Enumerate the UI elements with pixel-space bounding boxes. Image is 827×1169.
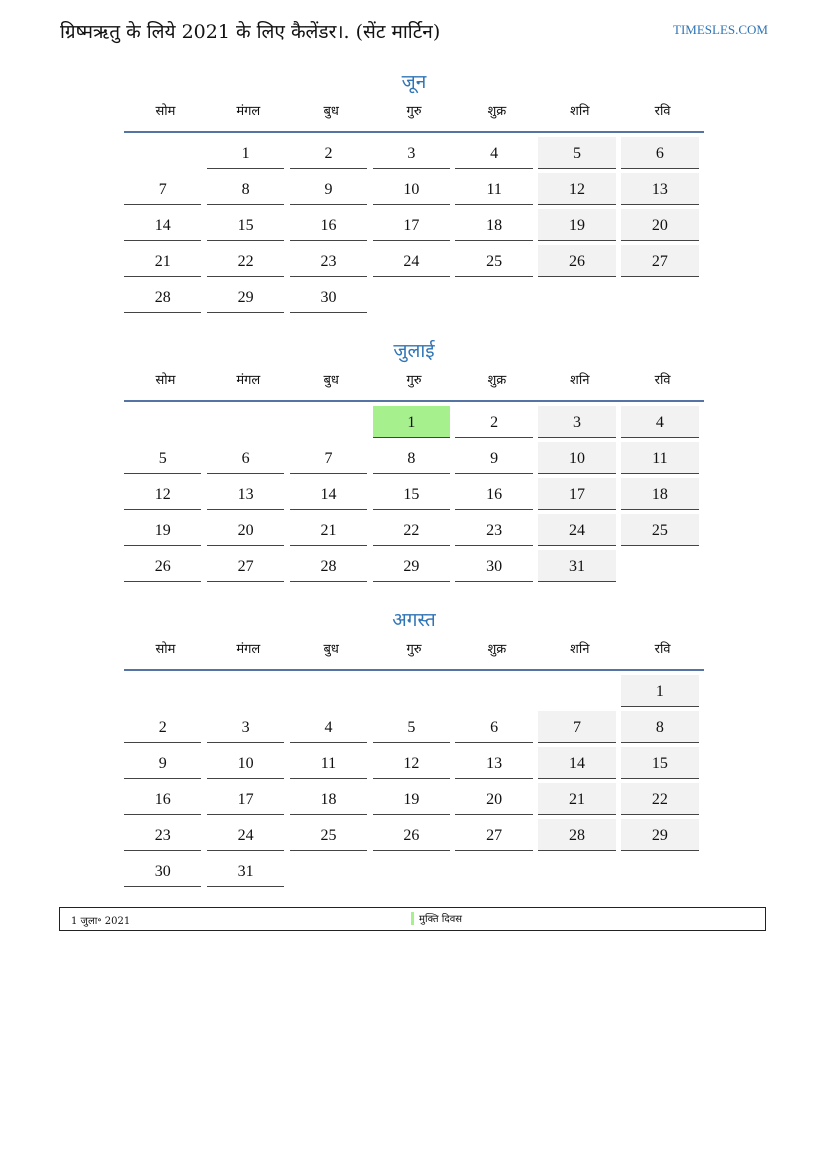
- day-cell: 25: [290, 819, 367, 851]
- week-row: [124, 281, 704, 317]
- day-cell: 7: [290, 442, 367, 474]
- weekday-label: शनि: [570, 642, 590, 657]
- day-cell: 6: [455, 711, 532, 743]
- day-cell: 23: [124, 819, 201, 851]
- day-cell: 16: [124, 783, 201, 815]
- weekday-label: शनि: [570, 373, 590, 388]
- day-cell: 28: [124, 281, 201, 313]
- weekday-label: मंगल: [236, 373, 261, 388]
- day-cell: 28: [290, 550, 367, 582]
- day-cell: 6: [621, 137, 698, 169]
- site-link[interactable]: TIMESLES.COM: [673, 22, 768, 37]
- month-title: अगस्त: [392, 609, 436, 631]
- day-cell: 24: [538, 514, 615, 546]
- week-row: [124, 137, 704, 173]
- day-cell: 5: [538, 137, 615, 169]
- day-cell: 20: [207, 514, 284, 546]
- day-cell: 9: [290, 173, 367, 205]
- week-row: [124, 478, 704, 514]
- day-cell: 11: [621, 442, 698, 474]
- weekday-label: रवि: [654, 373, 671, 388]
- day-cell: 31: [207, 855, 284, 887]
- legend-swatch: [411, 912, 414, 925]
- month-title: जुलाई: [393, 340, 435, 362]
- day-cell: 7: [538, 711, 615, 743]
- week-row: [124, 442, 704, 478]
- week-row: [124, 711, 704, 747]
- day-cell: 13: [621, 173, 698, 205]
- day-cell: 3: [207, 711, 284, 743]
- day-cell: 1: [207, 137, 284, 169]
- day-cell: 12: [124, 478, 201, 510]
- day-cell: 27: [207, 550, 284, 582]
- day-cell: 29: [621, 819, 698, 851]
- day-cell: 1: [621, 675, 698, 707]
- day-cell: 25: [455, 245, 532, 277]
- day-cell: 26: [538, 245, 615, 277]
- day-cell: 6: [207, 442, 284, 474]
- day-cell: 5: [373, 711, 450, 743]
- day-cell: 16: [290, 209, 367, 241]
- day-cell: 15: [621, 747, 698, 779]
- day-cell: 29: [207, 281, 284, 313]
- week-row: [124, 675, 704, 711]
- day-cell: 23: [455, 514, 532, 546]
- holiday-legend: [59, 907, 766, 931]
- weekday-label: सोम: [155, 104, 176, 119]
- day-cell: 9: [455, 442, 532, 474]
- empty-cell: [124, 137, 201, 169]
- month-july: [124, 337, 704, 586]
- weekday-label: गुरु: [406, 373, 422, 388]
- month-title: जून: [401, 71, 427, 93]
- day-cell: 29: [373, 550, 450, 582]
- day-cell: 10: [373, 173, 450, 205]
- weeks: [124, 406, 704, 586]
- day-cell: 18: [290, 783, 367, 815]
- day-cell: 4: [455, 137, 532, 169]
- weekday-label: बुध: [323, 373, 339, 388]
- day-cell: 15: [207, 209, 284, 241]
- empty-cell: [207, 406, 284, 438]
- day-cell: 4: [621, 406, 698, 438]
- day-cell: 11: [290, 747, 367, 779]
- day-cell: 25: [621, 514, 698, 546]
- day-cell: 5: [124, 442, 201, 474]
- day-cell: 23: [290, 245, 367, 277]
- weekday-label: रवि: [654, 642, 671, 657]
- empty-cell: [373, 855, 450, 887]
- day-cell: 21: [290, 514, 367, 546]
- page-title: ग्रिष्मऋतु के लिये 2021 के लिए कैलेंडर।. (सेंट मार्टिन): [60, 21, 441, 43]
- day-cell: 8: [373, 442, 450, 474]
- empty-cell: [124, 406, 201, 438]
- weekday-label: बुध: [323, 104, 339, 119]
- legend-label: मुक्ति दिवस: [419, 914, 463, 925]
- weekday-label: सोम: [155, 373, 176, 388]
- weekday-label: गुरु: [406, 104, 422, 119]
- day-cell: 17: [373, 209, 450, 241]
- weekday-header: [124, 639, 704, 671]
- weekday-label: शुक्र: [487, 104, 507, 119]
- week-row: [124, 819, 704, 855]
- day-cell: 12: [538, 173, 615, 205]
- weekday-label: सोम: [155, 642, 176, 657]
- day-cell: 14: [538, 747, 615, 779]
- empty-cell: [455, 281, 532, 313]
- day-cell: 15: [373, 478, 450, 510]
- day-cell: 28: [538, 819, 615, 851]
- week-row: [124, 783, 704, 819]
- day-cell: 3: [538, 406, 615, 438]
- week-row: [124, 245, 704, 281]
- empty-cell: [538, 675, 615, 707]
- day-cell: 14: [290, 478, 367, 510]
- day-cell: 27: [621, 245, 698, 277]
- day-cell: 19: [124, 514, 201, 546]
- weekday-label: बुध: [323, 642, 339, 657]
- empty-cell: [455, 675, 532, 707]
- empty-cell: [621, 281, 698, 313]
- day-cell: 31: [538, 550, 615, 582]
- day-cell: 2: [124, 711, 201, 743]
- month-june: [124, 68, 704, 317]
- weekday-label: मंगल: [236, 104, 261, 119]
- week-row: [124, 747, 704, 783]
- empty-cell: [455, 855, 532, 887]
- empty-cell: [124, 675, 201, 707]
- weekday-header: [124, 370, 704, 402]
- day-cell: 2: [455, 406, 532, 438]
- day-cell: 21: [538, 783, 615, 815]
- day-cell: 2: [290, 137, 367, 169]
- week-row: [124, 209, 704, 245]
- day-cell: 10: [538, 442, 615, 474]
- day-cell: 22: [373, 514, 450, 546]
- day-cell: 4: [290, 711, 367, 743]
- day-cell: 13: [207, 478, 284, 510]
- empty-cell: [207, 675, 284, 707]
- day-cell: 8: [621, 711, 698, 743]
- weeks: [124, 137, 704, 317]
- day-cell: 24: [373, 245, 450, 277]
- day-cell: 27: [455, 819, 532, 851]
- weekday-header: [124, 101, 704, 133]
- day-cell: 11: [455, 173, 532, 205]
- empty-cell: [290, 675, 367, 707]
- day-cell: 26: [124, 550, 201, 582]
- day-cell: 18: [621, 478, 698, 510]
- day-cell: 14: [124, 209, 201, 241]
- day-cell: 3: [373, 137, 450, 169]
- week-row: [124, 550, 704, 586]
- day-cell: 18: [455, 209, 532, 241]
- day-cell: 20: [455, 783, 532, 815]
- day-cell: 1: [373, 406, 450, 438]
- empty-cell: [621, 855, 698, 887]
- empty-cell: [538, 281, 615, 313]
- day-cell: 19: [538, 209, 615, 241]
- day-cell: 30: [124, 855, 201, 887]
- day-cell: 17: [207, 783, 284, 815]
- day-cell: 7: [124, 173, 201, 205]
- day-cell: 16: [455, 478, 532, 510]
- empty-cell: [373, 281, 450, 313]
- day-cell: 22: [207, 245, 284, 277]
- day-cell: 26: [373, 819, 450, 851]
- weekday-label: शनि: [570, 104, 590, 119]
- weekday-label: मंगल: [236, 642, 261, 657]
- day-cell: 21: [124, 245, 201, 277]
- day-cell: 10: [207, 747, 284, 779]
- month-august: [124, 606, 704, 891]
- day-cell: 12: [373, 747, 450, 779]
- weekday-label: शुक्र: [487, 373, 507, 388]
- week-row: [124, 855, 704, 891]
- day-cell: 9: [124, 747, 201, 779]
- empty-cell: [373, 675, 450, 707]
- weekday-label: शुक्र: [487, 642, 507, 657]
- week-row: [124, 406, 704, 442]
- day-cell: 22: [621, 783, 698, 815]
- empty-cell: [538, 855, 615, 887]
- empty-cell: [290, 406, 367, 438]
- day-cell: 19: [373, 783, 450, 815]
- weekday-label: रवि: [654, 104, 671, 119]
- day-cell: 17: [538, 478, 615, 510]
- day-cell: 20: [621, 209, 698, 241]
- day-cell: 30: [455, 550, 532, 582]
- weekday-label: गुरु: [406, 642, 422, 657]
- legend-item: [411, 911, 462, 925]
- day-cell: 8: [207, 173, 284, 205]
- week-row: [124, 173, 704, 209]
- day-cell: 30: [290, 281, 367, 313]
- empty-cell: [621, 550, 698, 582]
- weeks: [124, 675, 704, 891]
- empty-cell: [290, 855, 367, 887]
- legend-date: 1 जुला॰ 2021: [71, 916, 131, 927]
- week-row: [124, 514, 704, 550]
- day-cell: 13: [455, 747, 532, 779]
- day-cell: 24: [207, 819, 284, 851]
